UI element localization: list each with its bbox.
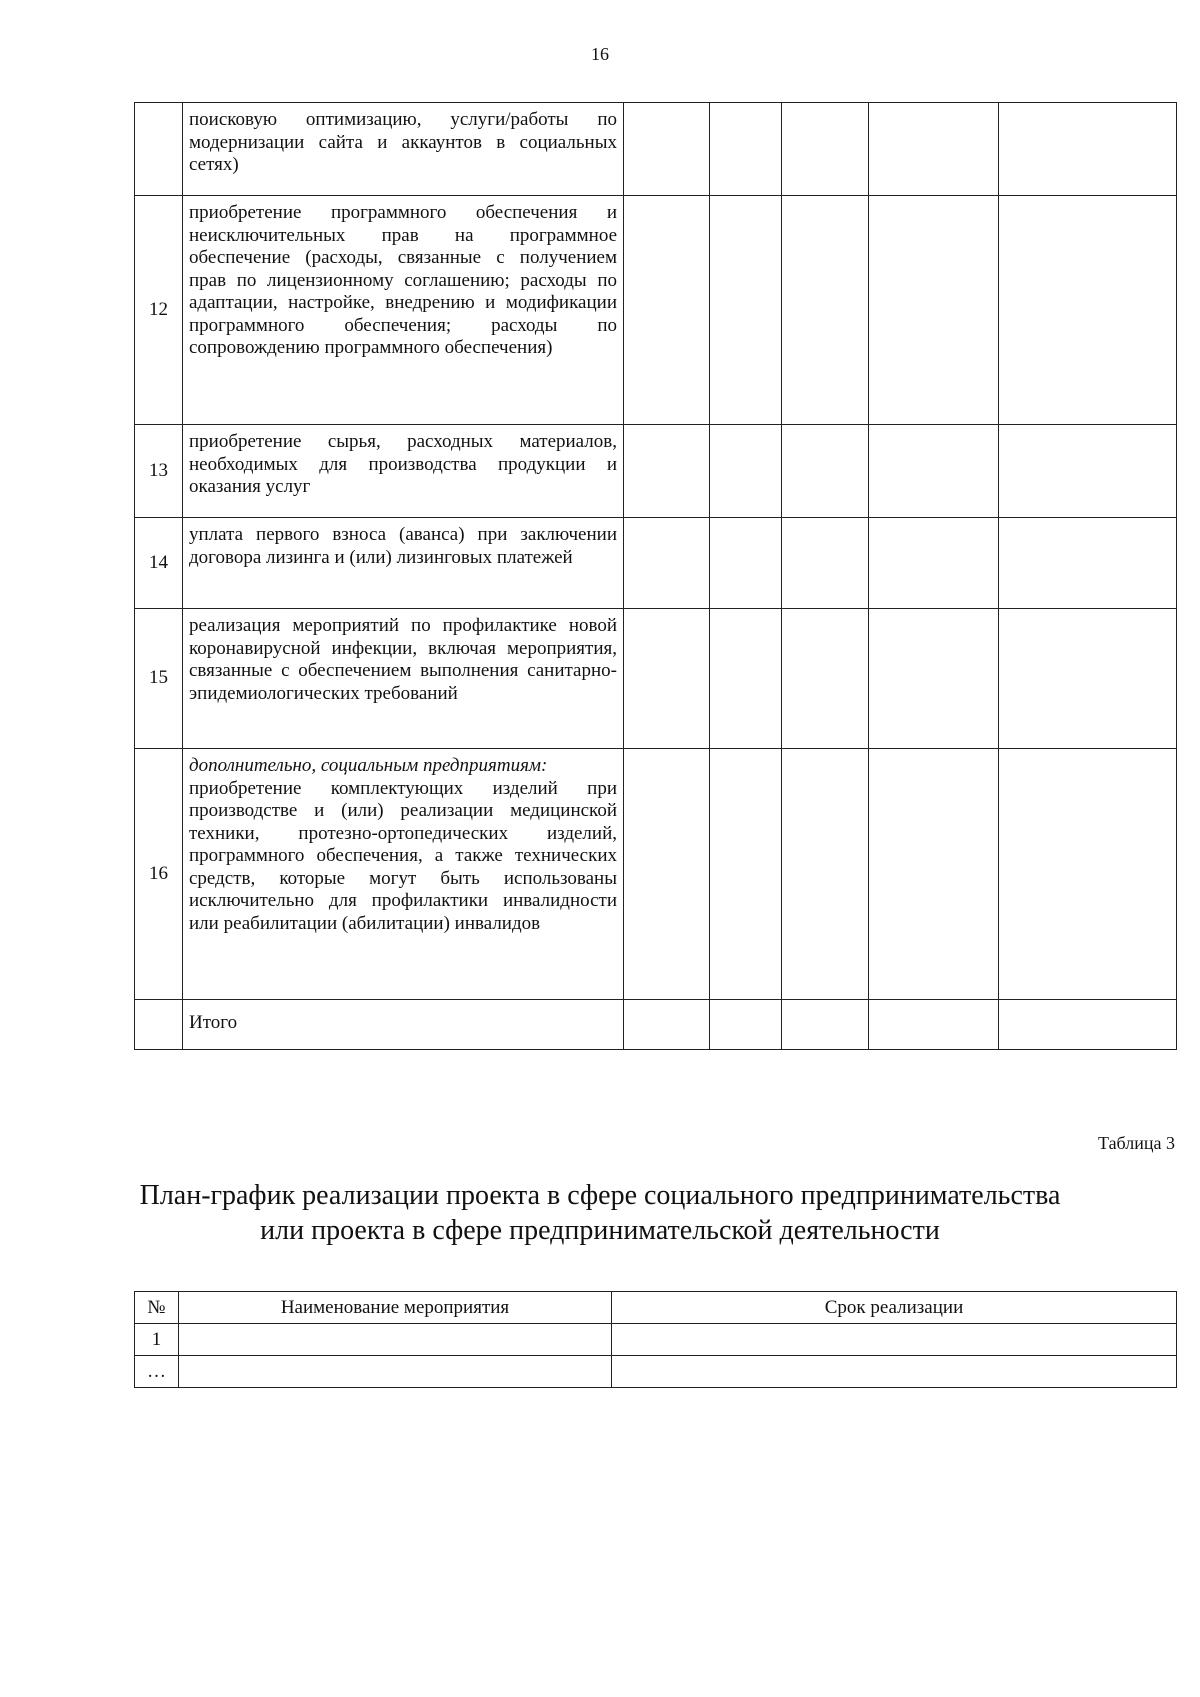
expense-description: приобретение программного обеспечения и неисключительных прав на программное обеспечение (расходы, связанные с получением прав по лицензионному соглашению; расходы по адаптации, настройке, внедрению и модификации программного обеспечения; расходы по сопровождению программного обеспечения) (183, 196, 624, 425)
value-cell (624, 103, 710, 196)
expense-description: реализация мероприятий по профилактике новой коронавирусной инфекции, включая мероприятия, связанные с обеспечением выполнения санитарно-эпидемиологических требований (183, 609, 624, 749)
table-row (135, 1324, 1177, 1356)
value-cell (624, 518, 710, 609)
column-header: Наименование мероприятия (179, 1292, 612, 1324)
value-cell (710, 749, 782, 1000)
budget-table (134, 102, 1177, 1050)
value-cell (869, 609, 999, 749)
value-cell (710, 196, 782, 425)
row-number: 1 (135, 1324, 179, 1356)
value-cell (624, 609, 710, 749)
deadline-cell (612, 1324, 1177, 1356)
value-cell (624, 425, 710, 518)
section-title-line: или проекта в сфере предпринимательской деятельности (260, 1215, 940, 1246)
value-cell (782, 518, 869, 609)
value-cell (710, 425, 782, 518)
value-cell (869, 425, 999, 518)
row-number: 14 (135, 518, 183, 609)
value-cell (710, 1000, 782, 1050)
row-number: 12 (135, 196, 183, 425)
value-cell (869, 518, 999, 609)
value-cell (869, 749, 999, 1000)
value-cell (999, 518, 1177, 609)
total-row (135, 1000, 1177, 1050)
table-row (135, 196, 1177, 425)
table-header-row (135, 1292, 1177, 1324)
total-label: Итого (183, 1000, 624, 1050)
column-header: № (135, 1292, 179, 1324)
value-cell (782, 196, 869, 425)
value-cell (999, 425, 1177, 518)
value-cell (999, 1000, 1177, 1050)
value-cell (999, 196, 1177, 425)
value-cell (710, 518, 782, 609)
expense-description-text: приобретение комплектующих изделий при производстве и (или) реализации медицинской техники, протезно-ортопедических изделий, программного обеспечения, а также технических средств, которые могут быть использованы исключительно для профилактики инвалидности или реабилитации (абилитации) инвалидов (189, 777, 617, 934)
table-caption: Таблица 3 (1098, 1133, 1175, 1153)
value-cell (999, 749, 1177, 1000)
expense-description: поисковую оптимизацию, услуги/работы по модернизации сайта и аккаунтов в социальных сетях) (183, 103, 624, 196)
value-cell (624, 1000, 710, 1050)
table-row (135, 103, 1177, 196)
activity-cell (179, 1356, 612, 1388)
value-cell (624, 196, 710, 425)
value-cell (710, 103, 782, 196)
expense-description: уплата первого взноса (аванса) при заключении договора лизинга и (или) лизинговых платежей (183, 518, 624, 609)
value-cell (782, 1000, 869, 1050)
table-row (135, 518, 1177, 609)
section-title (0, 1178, 1200, 1248)
italic-lead: дополнительно, социальным предприятиям: (189, 755, 548, 776)
section-title-line: План-график реализации проекта в сфере социального предпринимательства (139, 1180, 1061, 1211)
deadline-cell (612, 1356, 1177, 1388)
row-number (135, 103, 183, 196)
activity-cell (179, 1324, 612, 1356)
column-header: Срок реализации (612, 1292, 1177, 1324)
expense-description (183, 749, 624, 1000)
value-cell (869, 1000, 999, 1050)
table-row (135, 1356, 1177, 1388)
value-cell (999, 103, 1177, 196)
value-cell (869, 196, 999, 425)
value-cell (710, 609, 782, 749)
value-cell (782, 749, 869, 1000)
row-number: 16 (135, 749, 183, 1000)
row-number: 15 (135, 609, 183, 749)
expense-description: приобретение сырья, расходных материалов, необходимых для производства продукции и оказания услуг (183, 425, 624, 518)
row-number (135, 1000, 183, 1050)
value-cell (624, 749, 710, 1000)
value-cell (782, 609, 869, 749)
schedule-table (134, 1291, 1177, 1388)
value-cell (869, 103, 999, 196)
row-number: 13 (135, 425, 183, 518)
row-number: … (135, 1356, 179, 1388)
value-cell (782, 425, 869, 518)
page-number: 16 (591, 44, 609, 64)
value-cell (999, 609, 1177, 749)
table-row (135, 609, 1177, 749)
table-row (135, 425, 1177, 518)
table-row (135, 749, 1177, 1000)
value-cell (782, 103, 869, 196)
